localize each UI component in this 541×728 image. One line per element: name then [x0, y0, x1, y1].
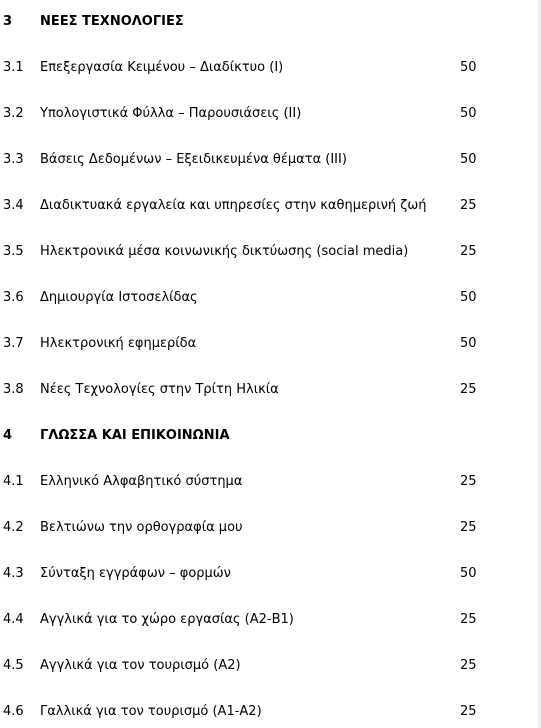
course-title: Υπολογιστικά Φύλλα – Παρουσιάσεις (ΙΙ) [40, 106, 302, 121]
course-hours: 50 [460, 106, 477, 121]
course-hours: 50 [460, 336, 477, 351]
course-row [0, 334, 530, 354]
course-number: 3.3 [3, 152, 24, 167]
course-row [0, 196, 530, 216]
course-row [0, 610, 530, 630]
course-number: 3.2 [3, 106, 24, 121]
course-row [0, 564, 530, 584]
course-title: Ελληνικό Αλφαβητικό σύστημα [40, 474, 243, 489]
course-title: Δημιουργία Ιστοσελίδας [40, 290, 198, 305]
course-title: Ηλεκτρονικά μέσα κοινωνικής δικτύωσης (social media) [40, 244, 409, 259]
course-hours: 25 [460, 244, 477, 259]
course-number: 4.3 [3, 566, 24, 581]
course-number: 3.5 [3, 244, 24, 259]
course-hours: 50 [460, 566, 477, 581]
course-number: 3.8 [3, 382, 24, 397]
course-title: Σύνταξη εγγράφων – φορμών [40, 566, 231, 581]
course-title: Αγγλικά για τον τουρισμό (Α2) [40, 658, 241, 673]
course-number: 3.7 [3, 336, 24, 351]
course-row [0, 150, 530, 170]
course-number: 4.6 [3, 704, 24, 719]
section-header [0, 426, 530, 446]
course-title: Διαδικτυακά εργαλεία και υπηρεσίες στην καθημερινή ζωή [40, 198, 427, 213]
course-hours: 25 [460, 474, 477, 489]
section-header [0, 12, 530, 32]
section-title: ΝΕΕΣ ΤΕΧΝΟΛΟΓΙΕΣ [40, 14, 184, 29]
course-row [0, 702, 530, 722]
course-hours: 25 [460, 704, 477, 719]
course-hours: 25 [460, 520, 477, 535]
course-title: Επεξεργασία Κειμένου – Διαδίκτυο (Ι) [40, 60, 284, 75]
section-title: ΓΛΩΣΣΑ ΚΑΙ ΕΠΙΚΟΙΝΩΝΙΑ [40, 428, 230, 443]
course-number: 4.1 [3, 474, 24, 489]
course-row [0, 518, 530, 538]
course-number: 4.5 [3, 658, 24, 673]
course-row [0, 472, 530, 492]
course-hours: 25 [460, 382, 477, 397]
course-title: Νέες Τεχνολογίες στην Τρίτη Ηλικία [40, 382, 279, 397]
section-number: 3 [3, 14, 13, 29]
course-title: Ηλεκτρονική εφημερίδα [40, 336, 197, 351]
course-title: Αγγλικά για το χώρο εργασίας (Α2-Β1) [40, 612, 294, 627]
course-number: 3.6 [3, 290, 24, 305]
course-row [0, 104, 530, 124]
course-title: Γαλλικά για τον τουρισμό (Α1-Α2) [40, 704, 262, 719]
course-hours: 50 [460, 60, 477, 75]
course-number: 4.2 [3, 520, 24, 535]
course-row [0, 58, 530, 78]
course-row [0, 242, 530, 262]
course-hours: 50 [460, 152, 477, 167]
course-row [0, 656, 530, 676]
course-number: 4.4 [3, 612, 24, 627]
section-number: 4 [3, 428, 13, 443]
course-title: Βελτιώνω την ορθογραφία μου [40, 520, 243, 535]
course-row [0, 380, 530, 400]
course-title: Βάσεις Δεδομένων – Εξειδικευμένα θέματα (ΙΙΙ) [40, 152, 347, 167]
course-hours: 25 [460, 198, 477, 213]
course-hours: 25 [460, 658, 477, 673]
course-hours: 25 [460, 612, 477, 627]
course-row [0, 288, 530, 308]
course-number: 3.4 [3, 198, 24, 213]
course-number: 3.1 [3, 60, 24, 75]
course-hours: 50 [460, 290, 477, 305]
